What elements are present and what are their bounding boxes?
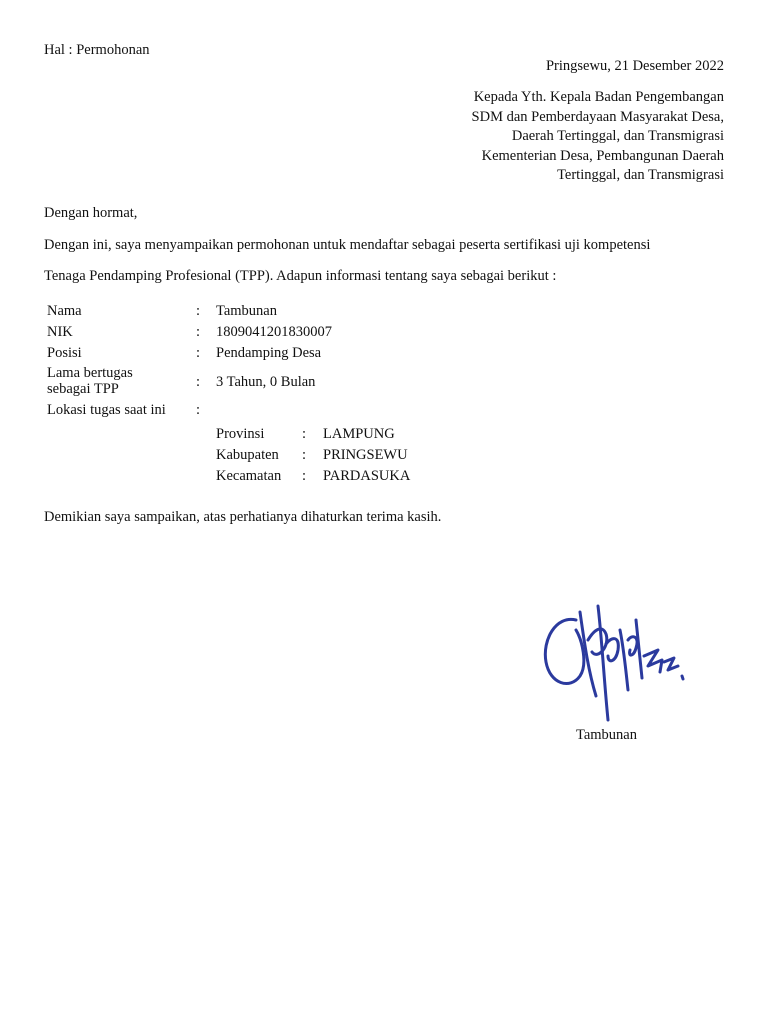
signer-name: Tambunan: [576, 727, 637, 743]
info-separator: :: [302, 447, 307, 463]
paragraph-2: Tenaga Pendamping Profesional (TPP). Adapun informasi tentang saya sebagai berikut :: [44, 268, 557, 284]
info-row-lama: [47, 365, 467, 401]
applicant-info-table: [47, 302, 467, 488]
info-value: Pendamping Desa: [216, 345, 322, 361]
recipient-line: Kementerian Desa, Pembangunan Daerah: [481, 147, 724, 164]
info-label-line: sebagai TPP: [47, 381, 119, 397]
info-label: [47, 365, 133, 397]
info-row-posisi: [47, 344, 467, 365]
info-row-lokasi: [47, 401, 467, 422]
info-row-kecamatan: [47, 467, 467, 488]
subject-line: Hal : Permohonan: [44, 42, 150, 58]
info-row-nama: [47, 302, 467, 323]
info-value: 3 Tahun, 0 Bulan: [216, 374, 316, 390]
info-value: Tambunan: [216, 303, 277, 319]
info-label: Nama: [47, 303, 82, 319]
recipient-line: Kepada Yth. Kepala Badan Pengembangan: [473, 89, 724, 105]
info-label: NIK: [47, 324, 73, 340]
info-separator: :: [196, 303, 201, 319]
info-separator: :: [302, 468, 307, 484]
info-separator: :: [196, 324, 201, 340]
info-label: Kabupaten: [216, 447, 279, 463]
info-label: Provinsi: [216, 426, 265, 442]
recipient-line: Tertinggal, dan Transmigrasi: [557, 167, 724, 183]
info-separator: :: [302, 426, 307, 442]
info-separator: :: [196, 402, 201, 418]
info-label-line: Lama bertugas: [47, 365, 133, 381]
place-date: Pringsewu, 21 Desember 2022: [545, 58, 724, 74]
info-value: PARDASUKA: [323, 468, 411, 484]
info-label: Lokasi tugas saat ini: [47, 402, 166, 418]
paragraph-1: Dengan ini, saya menyampaikan permohonan untuk mendaftar sebagai peserta sertifikasi uji kompetensi: [44, 237, 651, 253]
closing-sentence: Demikian saya sampaikan, atas perhatianya dihaturkan terima kasih.: [44, 509, 442, 525]
info-value: LAMPUNG: [323, 426, 395, 442]
salutation: Dengan hormat,: [44, 205, 138, 221]
signature-drawing: [536, 600, 686, 724]
info-label: Posisi: [47, 345, 82, 361]
recipient-line: Daerah Tertinggal, dan Transmigrasi: [511, 128, 724, 144]
info-label: Kecamatan: [216, 468, 282, 484]
recipient-block: [472, 88, 724, 186]
info-row-nik: [47, 323, 467, 344]
info-row-kabupaten: [47, 446, 467, 467]
info-row-provinsi: [47, 425, 467, 446]
handwritten-signature: [536, 600, 686, 724]
info-value: PRINGSEWU: [323, 447, 408, 463]
info-separator: :: [196, 345, 201, 361]
info-value: 1809041201830007: [216, 324, 332, 340]
recipient-line: SDM dan Pemberdayaan Masyarakat Desa,: [471, 108, 724, 125]
info-separator: :: [196, 374, 201, 390]
